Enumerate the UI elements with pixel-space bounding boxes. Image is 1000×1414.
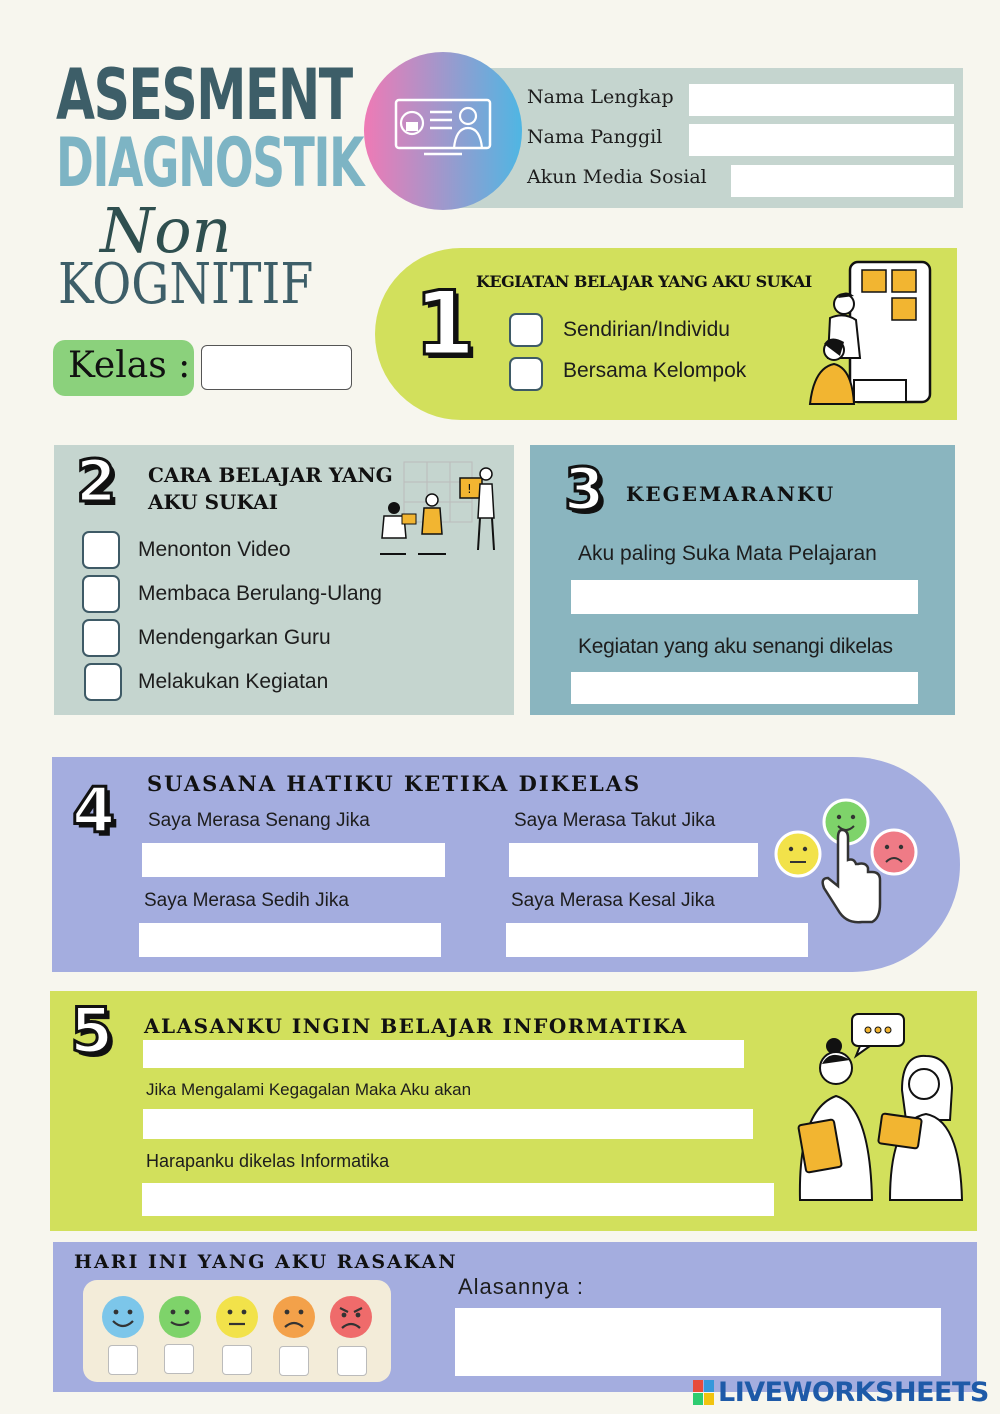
alasan-belajar-input[interactable]	[143, 1040, 744, 1068]
nama-lengkap-input[interactable]	[689, 84, 954, 116]
kelas-label: Kelas :	[68, 345, 191, 386]
emoji-happy-icon[interactable]	[157, 1294, 203, 1340]
puzzle-people-illustration	[804, 258, 934, 410]
checkbox-membaca[interactable]	[82, 575, 120, 613]
sedih-input[interactable]	[139, 923, 441, 957]
emoji-happy-face	[159, 1296, 201, 1338]
emoji-sad-face	[273, 1296, 315, 1338]
kegagalan-label: Jika Mengalami Kegagalan Maka Aku akan	[146, 1080, 472, 1099]
akun-media-label: Akun Media Sosial	[527, 166, 707, 188]
section-6-title: HARI INI YANG AKU RASAKAN	[74, 1251, 458, 1273]
emoji-checkbox-angry[interactable]	[337, 1346, 367, 1376]
kesal-label: Saya Merasa Kesal Jika	[511, 890, 715, 911]
kelas-input[interactable]	[201, 345, 352, 390]
emoji-angry-icon[interactable]	[328, 1294, 374, 1340]
checkbox-kelompok[interactable]	[509, 357, 543, 391]
checkbox-melakukan[interactable]	[84, 663, 122, 701]
kegagalan-input[interactable]	[143, 1109, 753, 1139]
mood-hand-illustration	[772, 798, 920, 928]
senang-input[interactable]	[142, 843, 445, 877]
title-non: Non	[100, 194, 232, 267]
title-asesment: ASESMENT	[56, 54, 352, 136]
emoji-neutral-face	[216, 1296, 258, 1338]
section-4-number: 4	[72, 774, 116, 847]
checkbox-sendirian[interactable]	[509, 313, 543, 347]
option-membaca: Membaca Berulang-Ulang	[138, 582, 382, 605]
takut-label: Saya Merasa Takut Jika	[514, 810, 716, 831]
emoji-sad-icon[interactable]	[271, 1294, 317, 1340]
checkbox-mendengarkan[interactable]	[82, 619, 120, 657]
nama-panggil-label: Nama Panggil	[527, 126, 663, 148]
section-5-number: 5	[70, 994, 114, 1067]
section-2-title-line1: CARA BELAJAR YANG	[148, 463, 393, 487]
computer-lock-icon	[394, 98, 492, 158]
emoji-neutral-icon[interactable]	[214, 1294, 260, 1340]
option-menonton-video: Menonton Video	[138, 538, 291, 561]
option-mendengarkan: Mendengarkan Guru	[138, 626, 331, 649]
sedih-label: Saya Merasa Sedih Jika	[144, 890, 349, 911]
option-sendirian: Sendirian/Individu	[563, 318, 730, 341]
svg-text:!: !	[467, 482, 472, 496]
kegiatan-senangi-input[interactable]	[571, 672, 918, 704]
harapan-input[interactable]	[142, 1183, 774, 1216]
emoji-angry-face	[330, 1296, 372, 1338]
two-girls-illustration	[790, 1010, 968, 1210]
nama-lengkap-label: Nama Lengkap	[527, 86, 674, 108]
brand-text: LIVEWORKSHEETS	[718, 1377, 989, 1408]
team-work-illustration	[376, 458, 504, 556]
section-1-title: KEGIATAN BELAJAR YANG AKU SUKAI	[476, 272, 812, 291]
emoji-checkbox-neutral[interactable]	[222, 1345, 252, 1375]
section-3-number: 3	[564, 455, 605, 523]
section-2-number: 2	[76, 447, 117, 515]
emoji-checkbox-happy[interactable]	[164, 1344, 194, 1374]
kegiatan-senangi-label: Kegiatan yang aku senangi dikelas	[578, 635, 893, 658]
section-5-title: ALASANKU INGIN BELAJAR INFORMATIKA	[144, 1014, 688, 1038]
emoji-very-happy-icon[interactable]	[100, 1294, 146, 1340]
checkbox-menonton-video[interactable]	[82, 531, 120, 569]
brand-logo	[693, 1377, 989, 1408]
title-diagnostik: DIAGNOSTIK	[56, 124, 364, 203]
title-kognitif: KOGNITIF	[58, 252, 314, 317]
mata-pelajaran-label: Aku paling Suka Mata Pelajaran	[578, 542, 877, 565]
option-melakukan: Melakukan Kegiatan	[138, 670, 329, 693]
takut-input[interactable]	[509, 843, 758, 877]
section-2-title-line2: AKU SUKAI	[148, 490, 278, 514]
akun-media-input[interactable]	[731, 165, 954, 197]
liveworksheets-icon	[693, 1380, 715, 1406]
section-1-number: 1	[414, 272, 476, 375]
section-4-title: SUASANA HATIKU KETIKA DIKELAS	[147, 771, 642, 796]
kesal-input[interactable]	[506, 923, 808, 957]
senang-label: Saya Merasa Senang Jika	[148, 810, 370, 831]
section-3-title: KEGEMARANKU	[626, 482, 836, 506]
emoji-checkbox-sad[interactable]	[279, 1346, 309, 1376]
mata-pelajaran-input[interactable]	[571, 580, 918, 614]
alasan-label: Alasannya :	[458, 1274, 584, 1299]
nama-panggil-input[interactable]	[689, 124, 954, 156]
option-kelompok: Bersama Kelompok	[563, 359, 747, 382]
alasan-input[interactable]	[455, 1308, 941, 1376]
emoji-very-happy-face	[102, 1296, 144, 1338]
emoji-checkbox-very-happy[interactable]	[108, 1345, 138, 1375]
harapan-label: Harapanku dikelas Informatika	[146, 1151, 390, 1171]
